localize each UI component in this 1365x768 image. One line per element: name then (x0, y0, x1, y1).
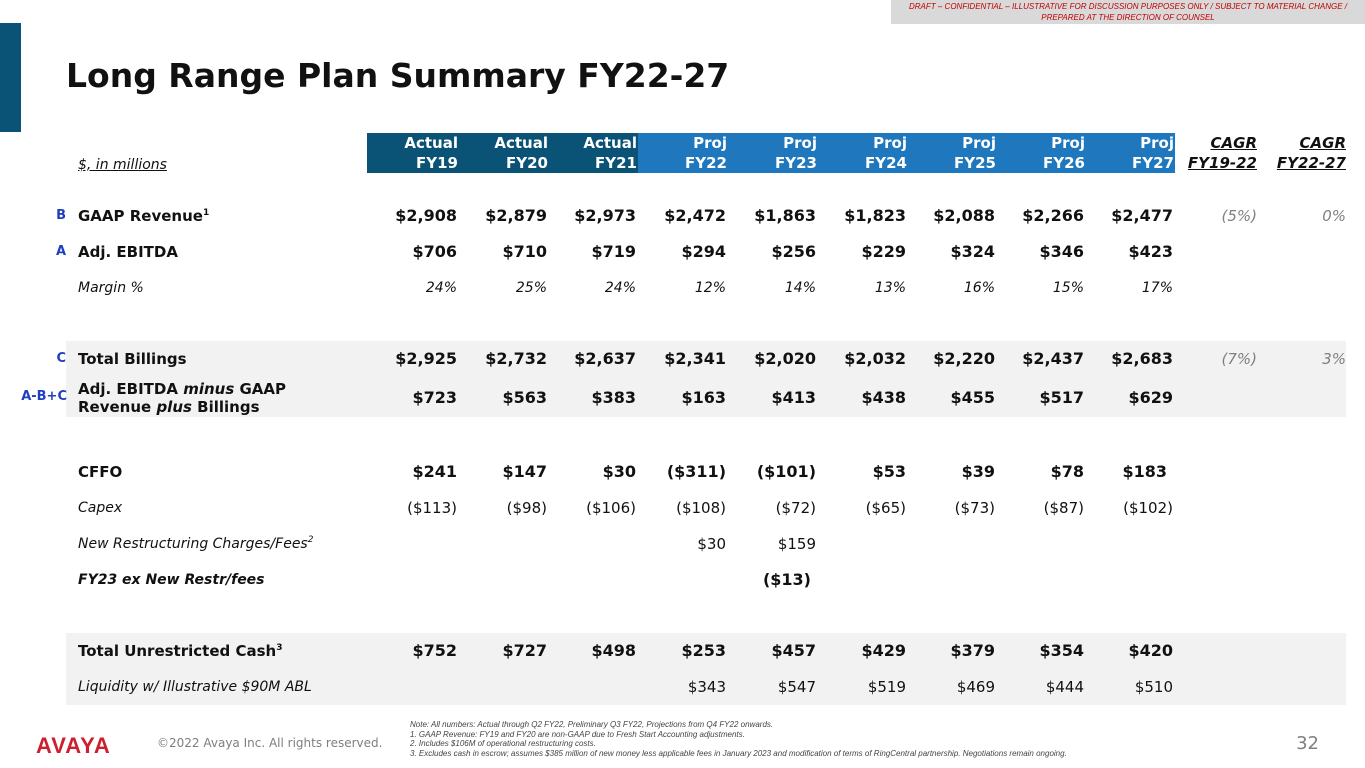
value-cell: $183 (1122, 462, 1167, 481)
value-cell: $517 (1039, 388, 1084, 407)
value-cell: $2,973 (574, 206, 636, 225)
col-header-top: Actual (583, 134, 637, 152)
col-header-bottom: FY27 (1132, 154, 1174, 172)
col-header-bottom: FY22 (685, 154, 727, 172)
value-cell: 15% (1052, 280, 1084, 296)
col-header-top: Proj (873, 134, 907, 152)
cagr-cell: 3% (1322, 350, 1346, 368)
cagr-header-top: CAGR (1299, 134, 1346, 152)
value-cell: $2,472 (664, 206, 726, 225)
value-cell: $2,477 (1111, 206, 1173, 225)
label-part: Billings (191, 398, 260, 416)
value-cell: $723 (412, 388, 457, 407)
footnote-line: 3. Excludes cash in escrow; assumes $385 million of new money less applicable fees in January 2023 and modification of terms of RingCentral partnership. Negotiations remain ongoing. (410, 748, 1067, 758)
value-cell: $354 (1039, 641, 1084, 660)
value-cell: ($73) (954, 499, 995, 517)
label-part-italic: minus (183, 380, 235, 398)
footnote-line: 2. Includes $106M of operational restructuring costs. (410, 739, 596, 749)
value-cell: $39 (961, 462, 995, 481)
value-cell: $420 (1128, 641, 1173, 660)
value-cell: $423 (1128, 242, 1173, 261)
value-cell: $498 (591, 641, 636, 660)
value-cell: $78 (1050, 462, 1084, 481)
cagr-cell: 0% (1322, 207, 1346, 225)
value-cell: $343 (687, 678, 726, 696)
copyright: ©2022 Avaya Inc. All rights reserved. (157, 736, 383, 750)
row-label: Liquidity w/ Illustrative $90M ABL (78, 679, 312, 695)
value-cell: $2,925 (395, 349, 457, 368)
value-cell: $383 (591, 388, 636, 407)
row-label-line2 (78, 398, 286, 416)
value-cell: $253 (681, 641, 726, 660)
col-header-bottom: FY20 (506, 154, 548, 172)
row-label-text: New Restructuring Charges/Fees (78, 536, 308, 552)
footnote-ref: 2 (307, 535, 314, 545)
col-header-top: Proj (962, 134, 996, 152)
col-header-cagr-fy22-27 (1260, 133, 1346, 173)
col-header-bottom: FY24 (865, 154, 907, 172)
value-cell: $413 (771, 388, 816, 407)
footnote-line: 1. GAAP Revenue: FY19 and FY20 are non-GAAP due to Fresh Start Accounting adjustments. (410, 729, 745, 739)
value-cell: $563 (502, 388, 547, 407)
value-cell: 25% (515, 280, 547, 296)
value-cell: ($102) (1123, 499, 1173, 517)
value-cell: $1,823 (844, 206, 906, 225)
value-cell: ($13) (762, 570, 811, 589)
value-cell: $241 (412, 462, 457, 481)
draft-banner (891, 0, 1365, 24)
value-cell: ($108) (676, 499, 726, 517)
row-label: FY23 ex New Restr/fees (78, 572, 265, 588)
value-cell: $229 (861, 242, 906, 261)
value-cell: $30 (697, 535, 726, 553)
col-header-fy22 (638, 133, 728, 173)
col-header-top: Proj (1140, 134, 1174, 152)
col-header-top: Proj (1051, 134, 1085, 152)
value-cell: $710 (502, 242, 547, 261)
row-label-line1 (78, 380, 286, 398)
value-cell: 12% (694, 280, 726, 296)
value-cell: ($98) (506, 499, 547, 517)
footnotes (410, 720, 1067, 758)
footnote-ref: 1 (202, 208, 210, 218)
value-cell: $457 (771, 641, 816, 660)
row-marker: A-B+C (21, 389, 67, 404)
cagr-cell: (7%) (1221, 350, 1257, 368)
col-header-bottom: FY25 (954, 154, 996, 172)
label-part: GAAP (234, 380, 286, 398)
value-cell: $547 (777, 678, 816, 696)
value-cell: $2,032 (844, 349, 906, 368)
value-cell: $147 (502, 462, 547, 481)
row-marker: A (55, 244, 66, 259)
value-cell: $2,732 (485, 349, 547, 368)
row-marker: B (56, 208, 66, 223)
footnote-line: Note: All numbers: Actual through Q2 FY22, Preliminary Q3 FY22, Projections from Q4 FY22 onwards. (410, 720, 774, 729)
value-cell: 14% (784, 280, 816, 296)
value-cell: $469 (956, 678, 995, 696)
value-cell: $2,908 (395, 206, 457, 225)
value-cell: $2,020 (754, 349, 816, 368)
footnote-ref: 3 (276, 643, 283, 653)
value-cell: $294 (681, 242, 726, 261)
col-header-top: Actual (404, 134, 458, 152)
value-cell: 24% (425, 280, 457, 296)
value-cell: 16% (963, 280, 995, 296)
accent-bar (0, 23, 21, 132)
page-number: 32 (1296, 733, 1319, 754)
label-part: Revenue (78, 398, 157, 416)
col-header-fy21 (549, 133, 638, 173)
value-cell: $346 (1039, 242, 1084, 261)
value-cell: ($101) (756, 462, 816, 481)
row-label: Adj. EBITDA (78, 243, 178, 261)
value-cell: $727 (502, 641, 547, 660)
value-cell: $324 (950, 242, 995, 261)
value-cell: $444 (1045, 678, 1084, 696)
value-cell: $30 (602, 462, 636, 481)
col-header-cagr-fy19-22 (1172, 133, 1257, 173)
row-label (78, 535, 313, 553)
row-marker: C (56, 351, 66, 366)
avaya-logo: AVAYA (36, 733, 111, 758)
cagr-header-bottom: FY22-27 (1276, 154, 1346, 172)
row-label: Total Billings (78, 350, 187, 368)
value-cell: $256 (771, 242, 816, 261)
value-cell: $53 (872, 462, 906, 481)
row-label (78, 642, 282, 660)
row-label-text: GAAP Revenue (78, 207, 203, 225)
col-header-bottom: FY19 (416, 154, 458, 172)
col-header-fy23 (728, 133, 818, 173)
value-cell: $159 (777, 535, 816, 553)
row-label: Margin % (78, 280, 144, 296)
label-part-italic: plus (156, 398, 192, 416)
value-cell: $629 (1128, 388, 1173, 407)
value-cell: $2,220 (933, 349, 995, 368)
value-cell: $2,683 (1111, 349, 1173, 368)
value-cell: $510 (1134, 678, 1173, 696)
page-title: Long Range Plan Summary FY22-27 (66, 56, 730, 95)
value-cell: 17% (1141, 280, 1173, 296)
value-cell: $706 (412, 242, 457, 261)
col-header-bottom: FY21 (595, 154, 637, 172)
cagr-header-bottom: FY19-22 (1187, 154, 1257, 172)
value-cell: 24% (604, 280, 636, 296)
value-cell: 13% (874, 280, 906, 296)
value-cell: $2,341 (664, 349, 726, 368)
value-cell: $455 (950, 388, 995, 407)
row-label: CFFO (78, 463, 123, 481)
value-cell: $429 (861, 641, 906, 660)
col-header-top: Proj (693, 134, 727, 152)
value-cell: $2,637 (574, 349, 636, 368)
row-label (78, 207, 209, 225)
value-cell: $752 (412, 641, 457, 660)
value-cell: $2,088 (933, 206, 995, 225)
value-cell: $719 (591, 242, 636, 261)
value-cell: $379 (950, 641, 995, 660)
draft-banner-line2: PREPARED AT THE DIRECTION OF COUNSEL (1041, 13, 1215, 22)
units-label: $, in millions (78, 157, 167, 173)
value-cell: $163 (681, 388, 726, 407)
col-header-fy24 (818, 133, 908, 173)
draft-banner-line1: DRAFT – CONFIDENTIAL – ILLUSTRATIVE FOR DISCUSSION PURPOSES ONLY / SUBJECT TO MATERIAL CHANGE / (908, 2, 1348, 11)
value-cell: $2,266 (1022, 206, 1084, 225)
value-cell: $1,863 (754, 206, 816, 225)
value-cell: ($87) (1043, 499, 1084, 517)
col-header-fy26 (997, 133, 1086, 173)
value-cell: ($65) (865, 499, 906, 517)
value-cell: ($113) (407, 499, 457, 517)
value-cell: $438 (861, 388, 906, 407)
label-part: Adj. EBITDA (78, 380, 184, 398)
col-header-top: Proj (783, 134, 817, 152)
row-label (78, 380, 286, 416)
cagr-cell: (5%) (1221, 207, 1257, 225)
cagr-header-top: CAGR (1210, 134, 1257, 152)
col-header-fy27 (1086, 133, 1175, 173)
value-cell: ($106) (586, 499, 636, 517)
value-cell: $519 (867, 678, 906, 696)
col-header-bottom: FY23 (775, 154, 817, 172)
col-header-fy20 (459, 133, 549, 173)
value-cell: ($311) (666, 462, 726, 481)
value-cell: ($72) (775, 499, 816, 517)
col-header-fy19 (367, 133, 459, 173)
col-header-bottom: FY26 (1043, 154, 1085, 172)
col-header-fy25 (908, 133, 997, 173)
row-label: Capex (78, 500, 123, 516)
value-cell: $2,437 (1022, 349, 1084, 368)
value-cell: $2,879 (485, 206, 547, 225)
col-header-top: Actual (494, 134, 548, 152)
row-label-text: Total Unrestricted Cash (78, 642, 277, 660)
